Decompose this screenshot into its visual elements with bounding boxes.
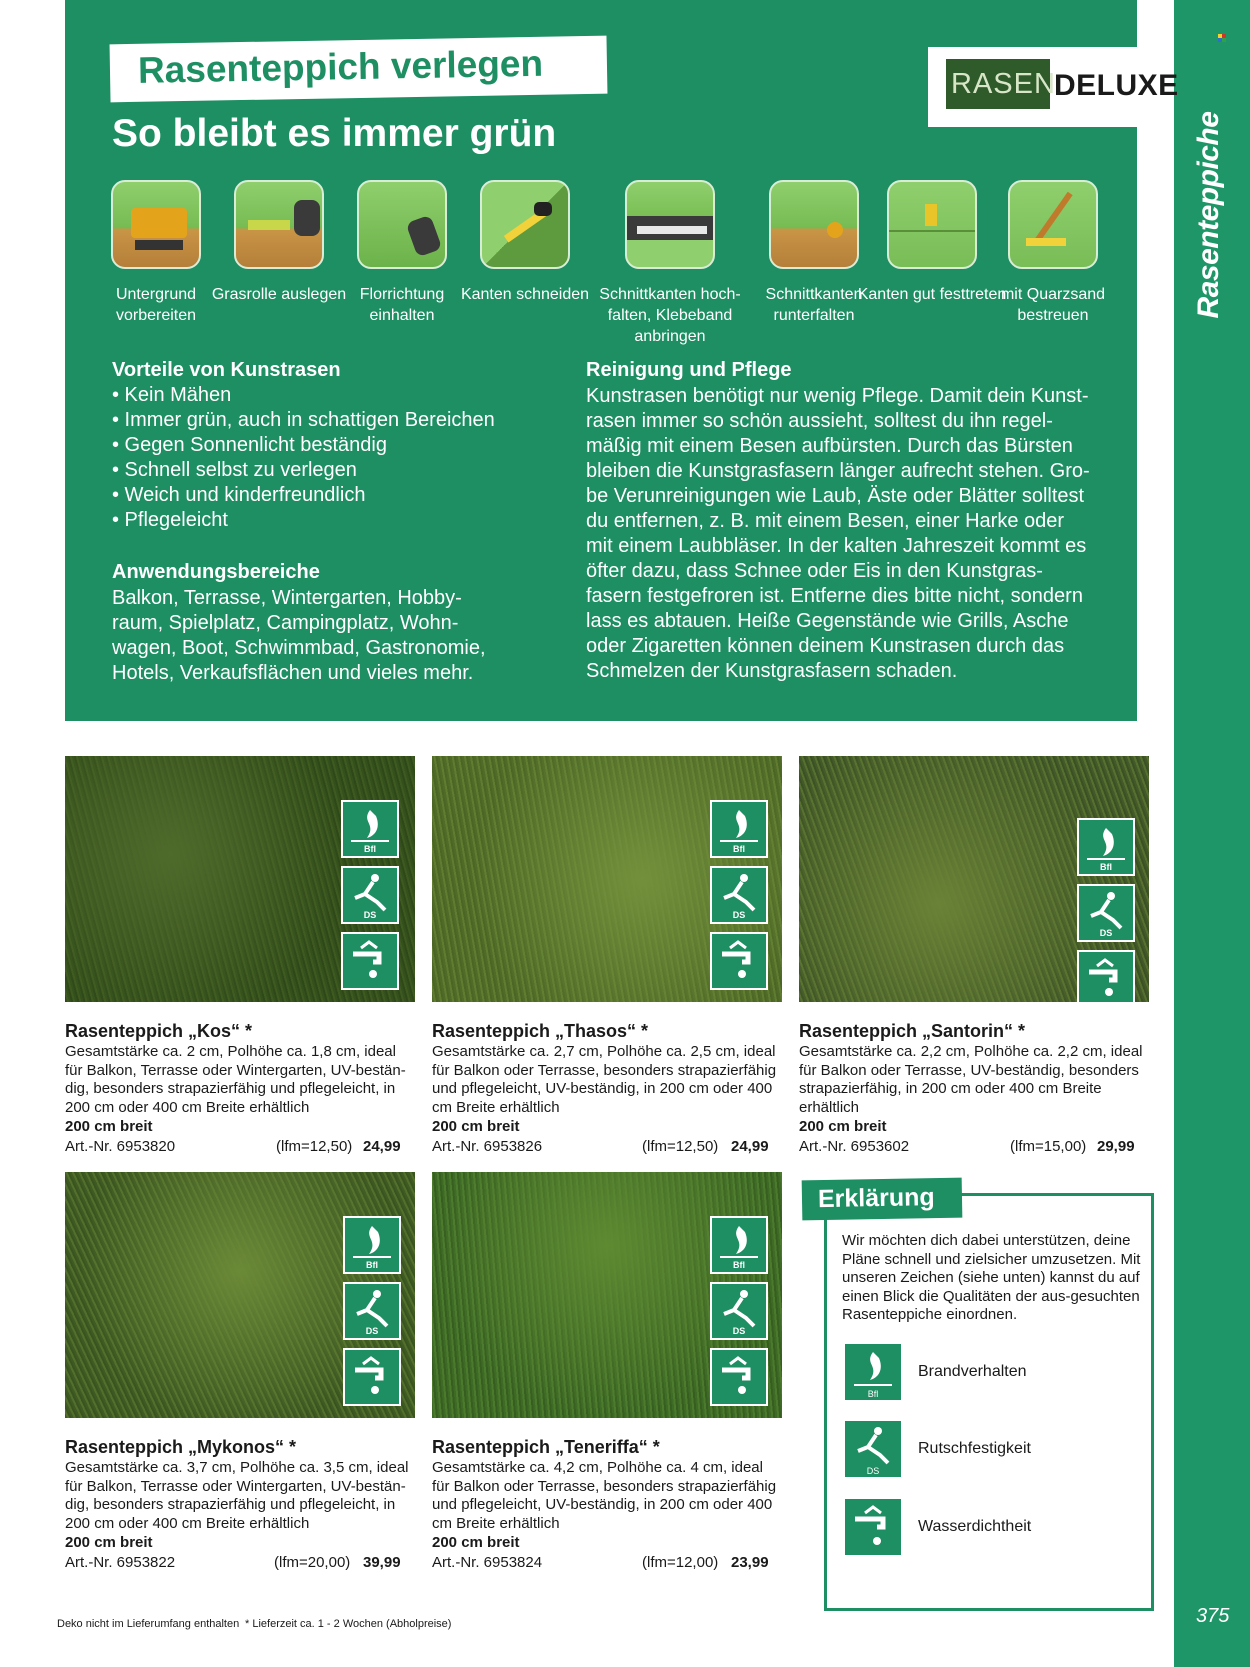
product-desc-santorin: Gesamtstärke ca. 2,2 cm, Polhöhe ca. 2,2 cm, ideal für Balkon oder Terrasse, UV-beständig, besonders strapazierfähig, in 200 cm oder 400 cm Breite erhältlich	[799, 1043, 1143, 1116]
slip-resistance-icon: DS	[710, 1282, 768, 1340]
quartz-sand-brush-icon	[1008, 180, 1098, 269]
cutter-knife-icon	[480, 180, 570, 269]
legend-heading: Erklärung	[817, 1183, 935, 1214]
product-name-kos: Rasenteppich „Kos“ *	[65, 1021, 253, 1041]
waterproof-icon	[341, 932, 399, 990]
pile-direction-icon	[357, 180, 447, 269]
product-width-kos: 200 cm breit	[65, 1118, 153, 1135]
product-lfm-kos: (lfm=12,50)	[276, 1138, 353, 1155]
applications-text: Balkon, Terrasse, Wintergarten, Hobby-raum, Spielplatz, Campingplatz, Wohn-wagen, Boot, Schwimmbad, Gastronomie, Hotels, Verkaufsflächen und vieles mehr.	[112, 587, 486, 684]
tread-edges-icon	[887, 180, 977, 269]
print-marks-icon	[1218, 34, 1226, 42]
slip-resistance-icon	[845, 1421, 901, 1477]
product-price-mykonos: 39,99	[363, 1554, 401, 1571]
list-item: • Immer grün, auch in schattigen Bereichen	[112, 409, 495, 431]
product-art-teneriffa: Art.-Nr. 6953824	[432, 1554, 543, 1571]
product-art-kos: Art.-Nr. 6953820	[65, 1138, 176, 1155]
list-item: • Schnell selbst zu verlegen	[112, 459, 357, 481]
kos-swatch-image	[65, 756, 415, 1002]
step-6: Schnittkanten runterfalten	[739, 180, 889, 326]
product-width-mykonos: 200 cm breit	[65, 1534, 153, 1551]
waterproof-icon	[710, 1348, 768, 1406]
slip-resistance-icon: DS	[341, 866, 399, 924]
product-lfm-mykonos: (lfm=20,00)	[274, 1554, 351, 1571]
product-name-thasos: Rasenteppich „Thasos“ *	[432, 1021, 649, 1041]
step-8: mit Quarzsand bestreuen	[978, 180, 1128, 326]
fire-behaviour-icon: Bfl	[710, 800, 768, 858]
fire-behaviour-icon: Bfl	[343, 1216, 401, 1274]
title-banner	[110, 36, 608, 103]
product-desc-thasos: Gesamtstärke ca. 2,7 cm, Polhöhe ca. 2,5 cm, ideal für Balkon oder Terrasse, besonders strapazierfähig und pflegeleicht, UV-beständig, in 200 cm oder 400 cm Breite erhältlich	[432, 1043, 777, 1116]
list-item: • Pflegeleicht	[112, 509, 228, 531]
legend-banner	[802, 1178, 963, 1221]
step-5: Schnittkanten hoch-falten, Klebeband anbringen	[591, 180, 749, 347]
fire-behaviour-icon: Bfl	[710, 1216, 768, 1274]
list-item: • Kein Mähen	[112, 384, 232, 406]
teneriffa-swatch-image	[432, 1172, 782, 1418]
slip-resistance-icon: DS	[1077, 884, 1135, 942]
list-item: • Gegen Sonnenlicht beständig	[112, 434, 387, 456]
step-3: Florrichtung einhalten	[327, 180, 477, 326]
footnote-delivery: * Lieferzeit ca. 1 - 2 Wochen (Abholpreise)	[245, 1618, 452, 1630]
fold-down-icon	[769, 180, 859, 269]
care-text: Kunstrasen benötigt nur wenig Pflege. Damit dein Kunst-rasen immer so schön aussieht, solltest du ihn regel-mäßig mit einem Besen aufbürsten. Durch das Bürsten bleiben die Kunstgrasfasern länger aufrecht stehen. Gro-be Verunreinigungen wie Laub, Äste oder Blätter solltest du entfernen, z. B. mit einem Besen, einer Harke oder mit einem Laubbläser. In der kalten Jahreszeit kommt es öfter dazu, dass Schnee oder Eis in den Kunstgras-fasern festgefroren ist. Entferne dies bitte nicht, sondern lass es abtauen. Heiße Gegenstände wie Grills, Asche oder Zigaretten können deinem Kunstrasen durch das Schmelzen der Kunstgrasfasern schaden.	[586, 385, 1090, 682]
brand-logo	[928, 47, 1179, 127]
grass-roll-icon	[234, 180, 324, 269]
product-lfm-teneriffa: (lfm=12,00)	[642, 1554, 719, 1571]
applications-heading: Anwendungsbereiche	[112, 561, 320, 583]
product-width-thasos: 200 cm breit	[432, 1118, 520, 1135]
product-name-teneriffa: Rasenteppich „Teneriffa“ *	[432, 1437, 660, 1457]
product-price-santorin: 29,99	[1097, 1138, 1135, 1155]
product-name-mykonos: Rasenteppich „Mykonos“ *	[65, 1437, 297, 1457]
page-subtitle: So bleibt es immer grün	[112, 112, 557, 155]
product-art-thasos: Art.-Nr. 6953826	[432, 1138, 543, 1155]
adhesive-tape-icon	[625, 180, 715, 269]
step-1: Untergrund vorbereiten	[81, 180, 231, 326]
slip-resistance-icon: DS	[343, 1282, 401, 1340]
fire-behaviour-icon: Bfl	[341, 800, 399, 858]
care-heading: Reinigung und Pflege	[586, 359, 792, 381]
legend-label-water: Wasserdichtheit	[918, 1518, 1032, 1535]
page-number: 375	[1196, 1605, 1230, 1627]
slip-resistance-icon: DS	[710, 866, 768, 924]
page-title: Rasenteppich verlegen	[137, 42, 544, 91]
svg-text:DS: DS	[866, 1466, 880, 1476]
product-price-teneriffa: 23,99	[731, 1554, 769, 1571]
product-art-mykonos: Art.-Nr. 6953822	[65, 1554, 176, 1571]
product-price-thasos: 24,99	[731, 1138, 769, 1155]
svg-text:Bfl: Bfl	[867, 1389, 879, 1399]
legend-label-slip: Rutschfestigkeit	[918, 1440, 1031, 1457]
advantages-list	[112, 383, 495, 533]
step-7: Kanten gut festtreten	[857, 180, 1007, 305]
advantages-heading: Vorteile von Kunstrasen	[112, 359, 341, 381]
legend-label-fire: Brandverhalten	[918, 1363, 1027, 1380]
product-desc-teneriffa: Gesamtstärke ca. 4,2 cm, Polhöhe ca. 4 cm, ideal für Balkon oder Terrasse, besonders strapazierfähig und pflegeleicht, UV-beständig, in 200 cm oder 400 cm Breite erhältlich	[432, 1459, 777, 1532]
waterproof-icon	[1077, 950, 1135, 1002]
santorin-swatch-image	[799, 756, 1149, 1002]
list-item: • Weich und kinderfreundlich	[112, 484, 366, 506]
fire-behaviour-icon: Bfl	[1077, 818, 1135, 876]
product-width-teneriffa: 200 cm breit	[432, 1534, 520, 1551]
product-lfm-santorin: (lfm=15,00)	[1010, 1138, 1087, 1155]
product-desc-mykonos: Gesamtstärke ca. 3,7 cm, Polhöhe ca. 3,5 cm, ideal für Balkon, Terrasse oder Wintergarten, UV-bestän-dig, besonders strapazierfähig und pflegeleicht, in 200 cm oder 400 cm Breite erhältlich	[65, 1459, 409, 1532]
product-name-santorin: Rasenteppich „Santorin“ *	[799, 1021, 1026, 1041]
legend-text: Wir möchten dich dabei unterstützen, deine Pläne schnell und zielsicher umzusetzen. Mit unseren Zeichen (siehe unten) kannst du auf einen Blick die Qualitäten der aus-gesuchten Rasenteppiche einordnen.	[842, 1232, 1141, 1323]
thasos-swatch-image	[432, 756, 782, 1002]
mykonos-swatch-image	[65, 1172, 415, 1418]
waterproof-icon	[343, 1348, 401, 1406]
step-2: Grasrolle auslegen	[204, 180, 354, 305]
waterproof-icon	[845, 1499, 901, 1555]
product-price-kos: 24,99	[363, 1138, 401, 1155]
step-4: Kanten schneiden	[450, 180, 600, 305]
product-width-santorin: 200 cm breit	[799, 1118, 887, 1135]
waterproof-icon	[710, 932, 768, 990]
fire-behaviour-icon	[845, 1344, 901, 1400]
product-lfm-thasos: (lfm=12,50)	[642, 1138, 719, 1155]
sidebar-title: Rasenteppiche	[1192, 111, 1225, 319]
logo-deluxe: DELUXE	[1054, 69, 1179, 102]
product-art-santorin: Art.-Nr. 6953602	[799, 1138, 910, 1155]
leveling-machine-icon	[111, 180, 201, 269]
footnote-deko: Deko nicht im Lieferumfang enthalten	[57, 1618, 240, 1630]
product-desc-kos: Gesamtstärke ca. 2 cm, Polhöhe ca. 1,8 cm, ideal für Balkon, Terrasse oder Wintergarten, UV-bestän-dig, besonders strapazierfähig und pflegeleicht, in 200 cm oder 400 cm Breite erhältlich	[65, 1043, 406, 1116]
logo-rasen: RASEN	[946, 59, 1050, 109]
